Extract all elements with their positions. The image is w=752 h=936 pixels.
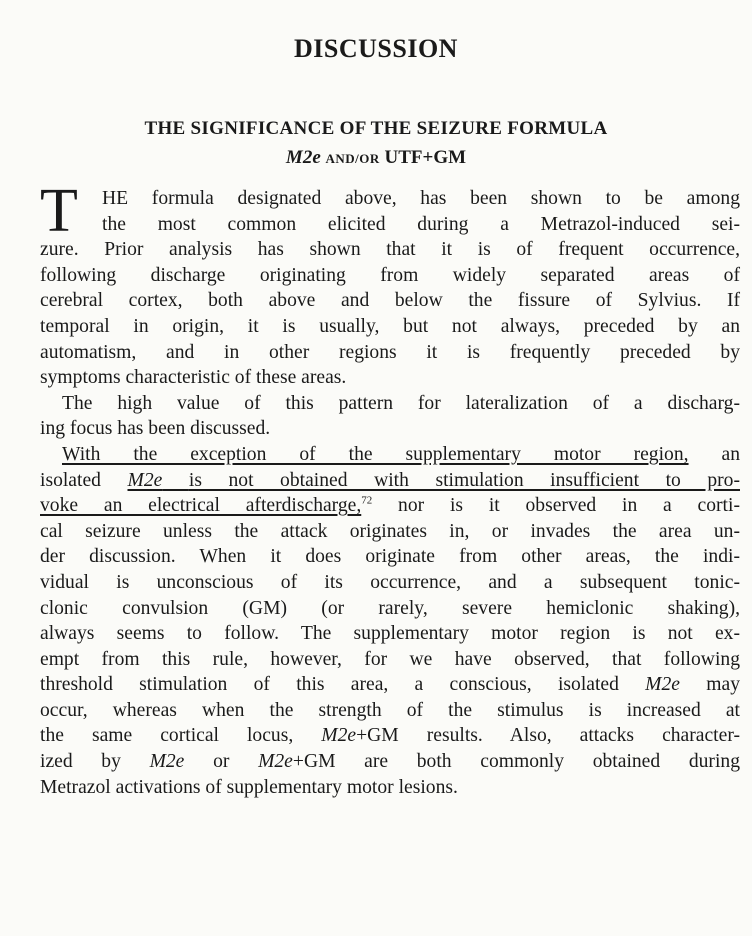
paragraph-2-line: ing focus has been discussed. <box>40 418 271 440</box>
paragraph-3-line: occur, whereas when the strength of the stimulus is increased at <box>40 699 740 721</box>
paragraph-3-line: der discussion. When it does originate from other areas, the indi- <box>40 546 740 568</box>
paragraph-3-line: ized by M2e or M2e+GM are both commonly obtained during <box>40 751 740 773</box>
body-text <box>40 186 740 800</box>
reference-number: 72 <box>361 494 373 507</box>
underlined-text: voke an electrical afterdischarge, <box>40 495 362 517</box>
formula-conjunction: AND/OR <box>325 151 380 166</box>
underlined-text: With the exception of the supplementary motor region, <box>62 443 689 465</box>
paragraph-3-line: the same cortical locus, M2e+GM results. Also, attacks character- <box>40 725 740 747</box>
paragraph-2-line: The high value of this pattern for lateralization of a discharg- <box>62 392 740 414</box>
paragraph-1-line: following discharge originating from widely separated areas of <box>40 264 740 286</box>
paragraph-3-line: cal seizure unless the attack originates in, or invades the area un- <box>40 520 740 542</box>
paragraph-1-line: automatism, and in other regions it is frequently preceded by <box>40 341 740 363</box>
paragraph-3-line: Metrazol activations of supplementary motor lesions. <box>40 776 458 798</box>
subsection-heading: THE SIGNIFICANCE OF THE SEIZURE FORMULA <box>144 118 608 139</box>
paragraph-3-line: vidual is unconscious of its occurrence, and a subsequent tonic- <box>40 571 740 593</box>
paragraph-1-line: temporal in origin, it is usually, but not always, preceded by an <box>40 315 740 337</box>
formula-heading <box>0 147 752 169</box>
paragraph-1-line: symptoms characteristic of these areas. <box>40 367 347 389</box>
paragraph-1-line: HE formula designated above, has been shown to be among <box>102 188 740 209</box>
paragraph-3-line: With the exception of the supplementary motor region, an <box>62 443 740 465</box>
formula-part-2: UTF+GM <box>384 147 467 168</box>
drop-cap: T <box>40 177 78 245</box>
paragraph-3-line: empt from this rule, however, for we have observed, that following <box>40 648 740 670</box>
paragraph-1-line: the most common elicited during a Metrazol-induced sei- <box>102 213 740 235</box>
paragraph-3-line: isolated M2e is not obtained with stimulation insufficient to pro- <box>40 469 740 491</box>
paragraph-1-line: zure. Prior analysis has shown that it is of frequent occurrence, <box>40 239 740 261</box>
paragraph-3-line: threshold stimulation of this area, a conscious, isolated M2e may <box>40 674 740 696</box>
section-heading: DISCUSSION <box>294 34 458 63</box>
underlined-text: M2e is not obtained with stimulation insufficient to pro- <box>127 469 740 491</box>
paragraph-3-line: always seems to follow. The supplementary motor region is not ex- <box>40 623 740 645</box>
formula-part-1: M2e <box>285 147 321 168</box>
paragraph-3-line: clonic convulsion (GM) (or rarely, severe hemiclonic shaking), <box>40 597 740 619</box>
paragraph-1-line: cerebral cortex, both above and below the fissure of Sylvius. If <box>40 290 740 312</box>
paragraph-3-line: voke an electrical afterdischarge,$^{72}$ nor is it observed in a corti- <box>40 494 740 517</box>
